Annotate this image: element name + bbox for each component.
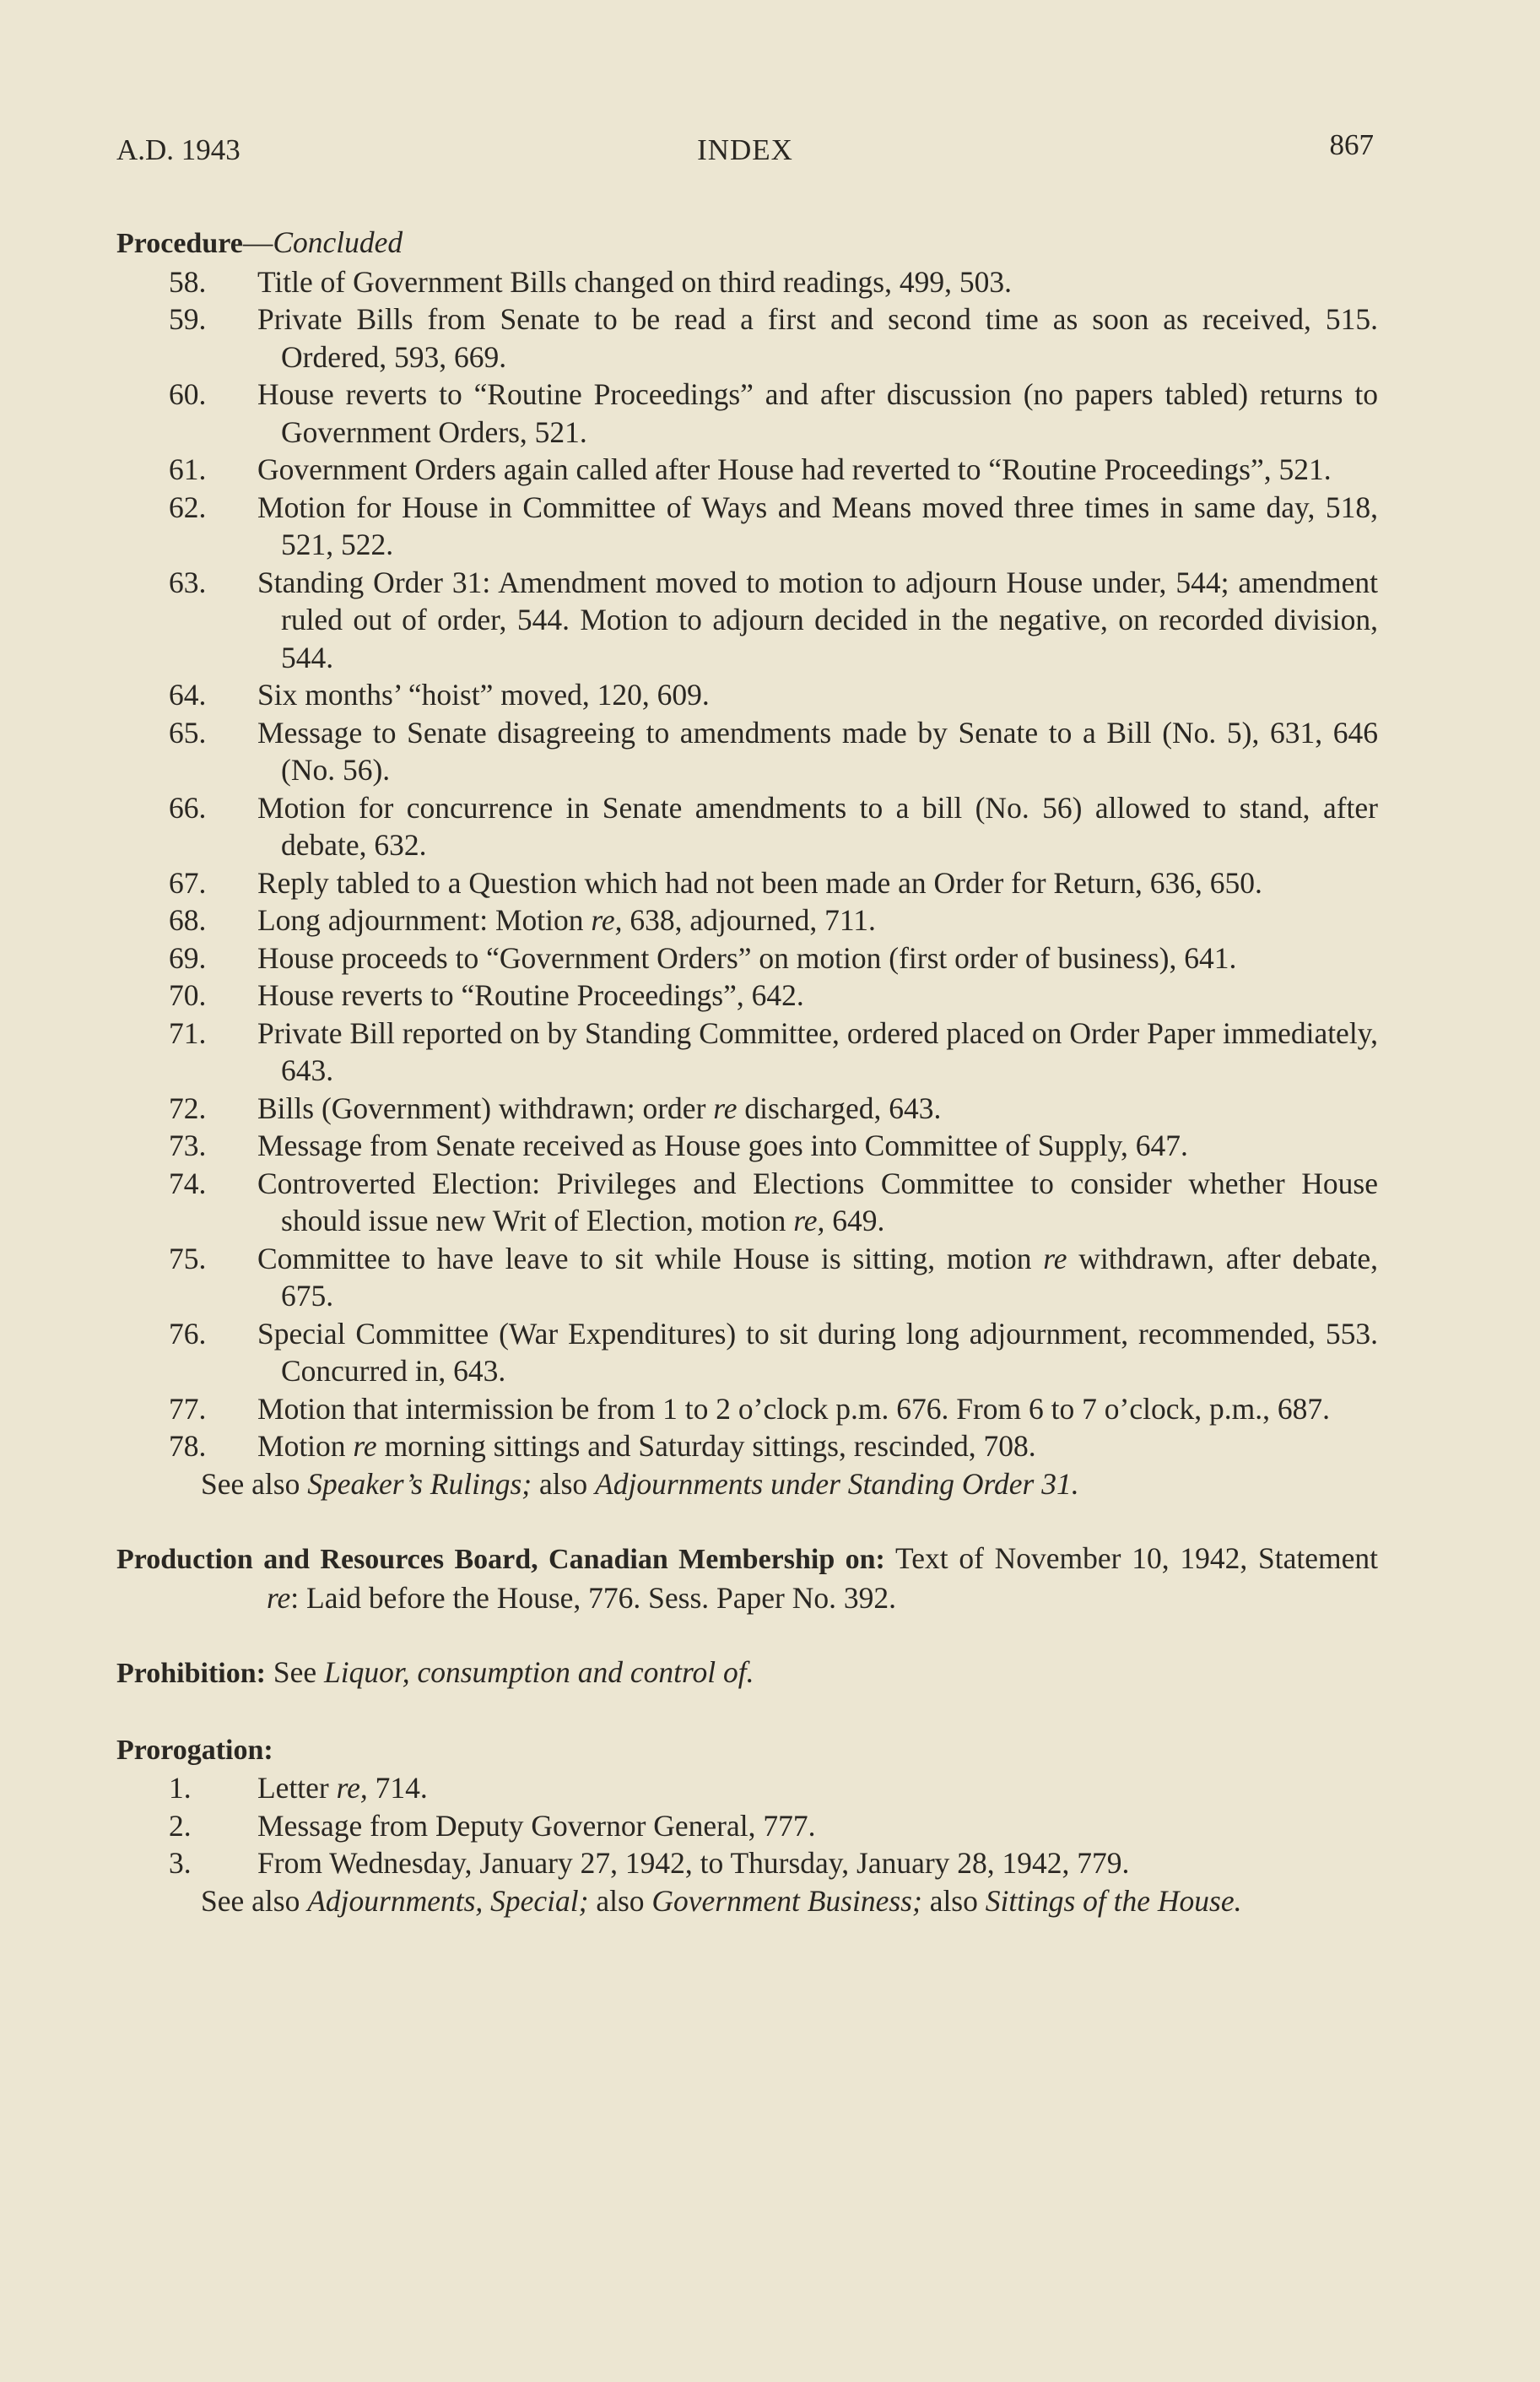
item-number: 78. [169,1429,207,1463]
list-item [116,376,1378,451]
item-text [257,1844,1378,1882]
item-number: 64. [169,678,207,712]
item-text [257,1240,1378,1315]
spacer [116,1693,1378,1730]
list-item [116,1844,1378,1882]
list-item [116,864,1378,902]
text-run: also [921,1883,986,1918]
text-run: Text of November 10, 1942, Statement [884,1541,1378,1575]
item-text [257,714,1378,789]
text-run: Message to Senate disagreeing to amendments made by Senate to a Bill (No. 5), 631, 646 (No. 56). [257,715,1378,787]
text-run: Message from Senate received as House goes into Committee of Supply, 647. [257,1129,1188,1162]
text-run: Controverted Election: Privileges and Elections Committee to consider whether House should issue new Writ of Election, motion [257,1166,1378,1237]
production-heading: Production and Resources Board, Canadian Membership on: [116,1544,885,1575]
item-number: 62. [169,490,207,524]
item-text [257,300,1378,376]
item-number: 3. [169,1846,192,1880]
spacer [116,1616,1378,1654]
text-run: See also [201,1883,308,1918]
italic-text: re, [336,1771,368,1805]
text-run: House reverts to “Routine Proceedings” and after discussion (no papers tabled) returns to Government Orders, 521. [257,377,1378,449]
text-run: Motion for concurrence in Senate amendments to a bill (No. 56) allowed to stand, after debate, 632. [257,790,1378,862]
italic-text: Government Business; [651,1883,922,1918]
procedure-see-also [116,1465,1378,1503]
item-text [257,939,1378,977]
text-run: Motion [257,1429,354,1463]
italic-text: Sittings of the House. [985,1883,1242,1918]
list-item [116,451,1378,489]
item-number: 1. [169,1771,192,1805]
header-title: INDEX [697,133,793,166]
procedure-list [116,263,1378,1465]
list-item [116,901,1378,939]
header-year: A.D. 1943 [116,133,240,166]
list-item [116,714,1378,789]
item-text [257,977,1378,1015]
item-number: 58. [169,264,207,299]
text-run: House proceeds to “Government Orders” on motion (first order of business), 641. [257,940,1237,975]
item-number: 75. [169,1241,207,1275]
item-text [257,489,1378,564]
text-run: Six months’ “hoist” moved, 120, 609. [257,678,710,712]
item-number: 73. [169,1129,207,1162]
item-number: 65. [169,715,207,750]
text-run: withdrawn, after debate, 675. [281,1241,1378,1313]
list-item [116,1127,1378,1165]
italic-text: re [267,1580,291,1615]
list-item [116,1315,1378,1390]
prorogation-entry [116,1730,1378,1920]
list-item [116,564,1378,677]
procedure-see-also-text [201,1465,1378,1503]
item-text [257,1127,1378,1165]
text-run: See also [201,1466,308,1501]
item-number: 67. [169,865,207,900]
page-number: 867 [1329,128,1374,161]
text-run: 714. [367,1771,428,1805]
item-number: 74. [169,1166,207,1200]
list-item [116,1427,1378,1465]
procedure-heading-line [116,224,1378,263]
text-run: Long adjournment: Motion [257,903,592,937]
list-item [116,1769,1378,1807]
item-text [257,1165,1378,1240]
text-run: Motion for House in Committee of Ways and Means moved three times in same day, 518, 521, 522. [257,490,1378,561]
item-text [257,1390,1378,1428]
item-number: 70. [169,978,207,1012]
item-text [257,564,1378,677]
list-item [116,1807,1378,1845]
italic-text: re [1043,1241,1067,1275]
item-number: 59. [169,302,207,336]
procedure-heading: Procedure [116,228,243,259]
text-run: Title of Government Bills changed on third readings, 499, 503. [257,264,1012,299]
spacer [116,1502,1378,1540]
list-item [116,789,1378,864]
item-text [257,263,1378,301]
list-item [116,489,1378,564]
item-text [257,1015,1378,1090]
list-item [116,676,1378,714]
text-run: Committee to have leave to sit while House is sitting, motion [257,1241,1044,1275]
prorogation-heading-line [116,1730,1378,1770]
list-item [116,1015,1378,1090]
prorogation-heading: Prorogation: [116,1734,273,1766]
item-number: 66. [169,790,207,825]
italic-text: re, [591,903,623,937]
text-run: discharged, 643. [737,1091,942,1125]
item-text [257,376,1378,451]
text-run: Reply tabled to a Question which had not been made an Order for Return, 636, 650. [257,865,1262,900]
item-text [257,1315,1378,1390]
item-number: 2. [169,1808,192,1843]
item-number: 63. [169,565,207,599]
item-text [257,451,1378,489]
text-run: Bills (Government) withdrawn; order [257,1091,714,1125]
text-run: From Wednesday, January 27, 1942, to Thursday, January 28, 1942, 779. [257,1846,1130,1880]
procedure-entry [116,224,1378,1502]
italic-text: re [713,1091,738,1125]
item-text [257,1807,1378,1845]
list-item [116,977,1378,1015]
list-item [116,300,1378,376]
text-run: Message from Deputy Governor General, 777. [257,1808,816,1843]
text-run: Government Orders again called after House had reverted to “Routine Proceedings”, 521. [257,452,1332,486]
italic-text: re, [793,1204,825,1237]
text-run: Private Bills from Senate to be read a first and second time as soon as received, 515. Ordered, 593, 669. [257,302,1378,374]
item-text [257,676,1378,714]
prohibition-entry [116,1654,1378,1693]
text-run: Special Committee (War Expenditures) to sit during long adjournment, recommended, 553. Concurred in, 643. [257,1316,1378,1388]
page-header [116,128,1374,176]
list-item [116,1165,1378,1240]
item-number: 76. [169,1316,207,1351]
list-item [116,263,1378,301]
italic-text: Adjournments under Standing Order 31. [595,1466,1079,1501]
prorogation-list [116,1769,1378,1882]
item-text [257,1427,1378,1465]
item-number: 71. [169,1015,207,1050]
list-item [116,1240,1378,1315]
index-content [116,224,1378,1919]
italic-text: Liquor, consumption and control of. [323,1655,754,1689]
text-run: Motion that intermission be from 1 to 2 o’clock p.m. 676. From 6 to 7 o’clock, p.m., 687. [257,1391,1330,1426]
text-run: House reverts to “Routine Proceedings”, 642. [257,978,804,1012]
item-number: 77. [169,1391,207,1426]
text-run: 649. [824,1204,885,1237]
production-entry [116,1540,1378,1616]
list-item [116,1090,1378,1128]
text-run: : Laid before the House, 776. Sess. Paper No. 392. [290,1580,897,1615]
prorogation-see-also [116,1882,1378,1920]
prorogation-see-also-text [201,1882,1378,1920]
prohibition-heading: Prohibition: [116,1658,266,1689]
item-number: 69. [169,940,207,975]
item-number: 61. [169,452,207,486]
text-run: Private Bill reported on by Standing Committee, ordered placed on Order Paper immediately, 643. [257,1015,1378,1087]
text-run: See [265,1655,324,1689]
item-text [257,901,1378,939]
text-run: 638, adjourned, 711. [622,903,876,937]
item-text [257,789,1378,864]
item-number: 68. [169,903,207,937]
item-text [257,1769,1378,1807]
item-text [257,864,1378,902]
text-run: also [588,1883,652,1918]
procedure-dash: — [242,225,273,259]
text-run: Standing Order 31: Amendment moved to motion to adjourn House under, 544; amendment ruled out of order, 544. Motion to adjourn decided in the negative, on recorded division, 544. [257,565,1378,674]
item-number: 72. [169,1091,207,1125]
prohibition-text [266,1655,754,1689]
italic-text: Speaker’s Rulings; [307,1466,532,1501]
text-run: Letter [257,1771,337,1805]
text-run: morning sittings and Saturday sittings, rescinded, 708. [376,1429,1036,1463]
item-text [257,1090,1378,1128]
procedure-concluded: Concluded [273,225,403,259]
list-item [116,939,1378,977]
text-run: also [532,1466,596,1501]
item-number: 60. [169,377,207,411]
italic-text: re [353,1429,377,1463]
italic-text: Adjournments, Special; [307,1883,589,1918]
list-item [116,1390,1378,1428]
